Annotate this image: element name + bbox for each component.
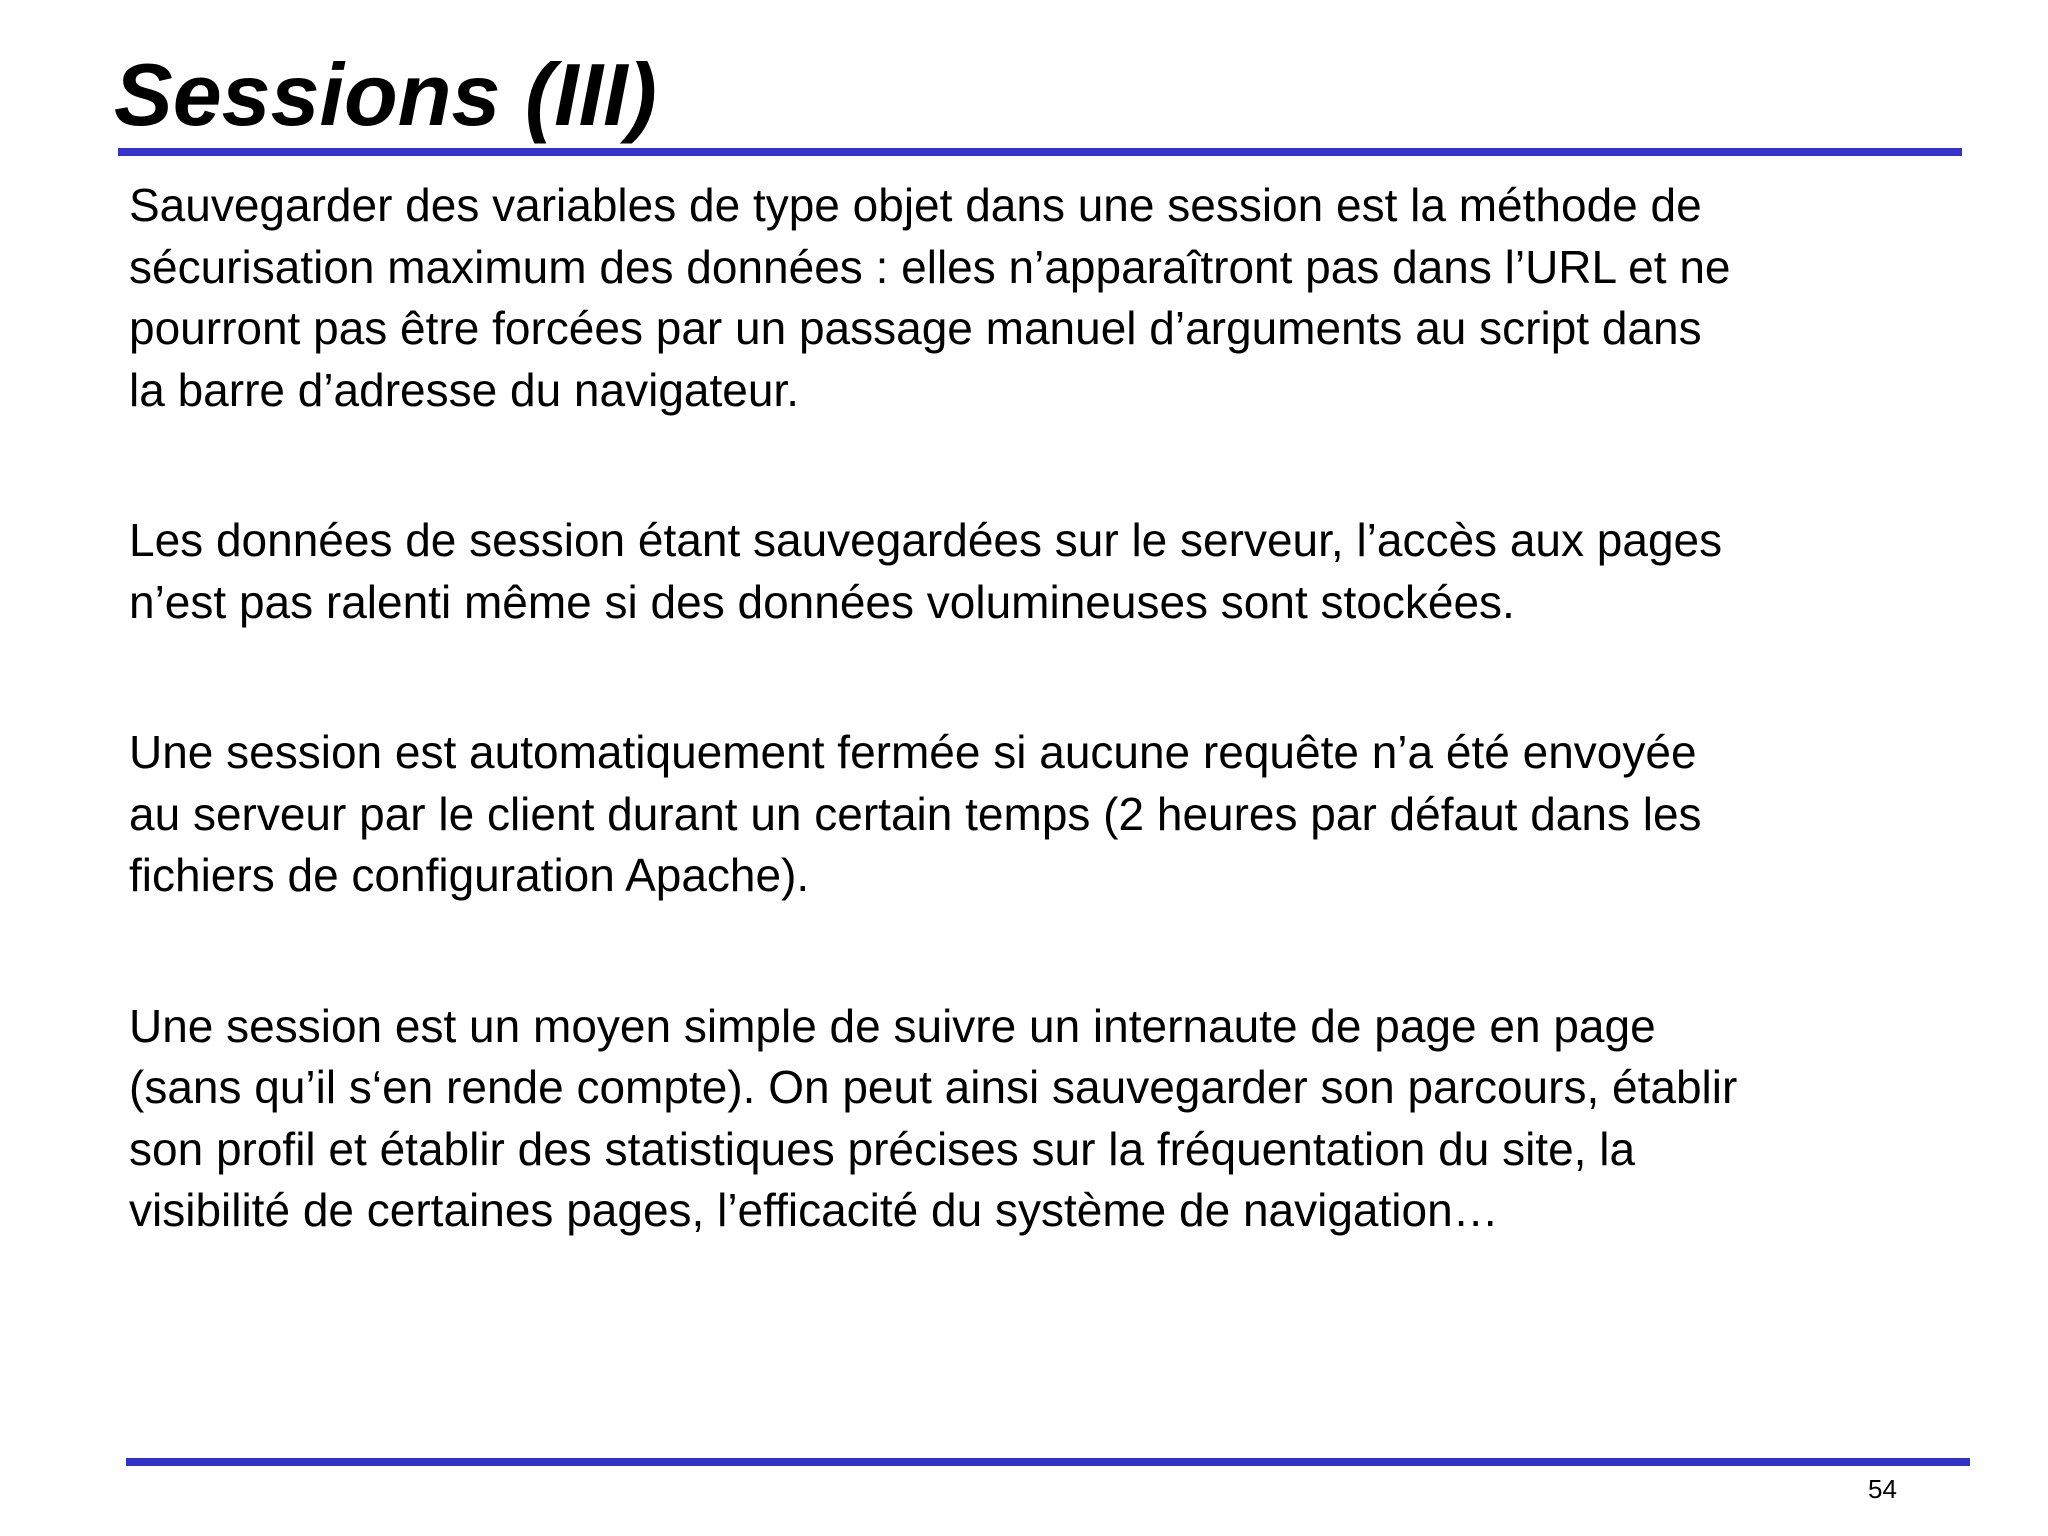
paragraph-line: Une session est un moyen simple de suivre un internaute de page en page [129,999,1656,1052]
paragraph-line: Sauvegarder des variables de type objet dans une session est la méthode de [129,179,1702,231]
title-divider [118,148,1962,156]
slide-body [129,175,1969,1242]
slide-title: Sessions (III) [114,45,657,144]
paragraph-line: Les données de session étant sauvegardées sur le serveur, l’accès aux pages [129,514,1723,566]
paragraph-line: n’est pas ralenti même si des données volumineuses sont stockées. [129,575,1515,628]
paragraph-line: (sans qu’il s‘en rende compte). On peut ainsi sauvegarder son parcours, établir [129,1061,1738,1113]
paragraph-line: fichiers de configuration Apache). [129,849,810,901]
paragraph-4 [129,996,1969,1242]
paragraph-2 [129,510,1969,633]
paragraph-line: la barre d’adresse du navigateur. [129,363,799,416]
paragraph-1 [129,175,1969,421]
paragraph-3 [129,722,1969,907]
paragraph-line: visibilité de certaines pages, l’efficacité du système de navigation… [129,1184,1499,1236]
paragraph-line: pourront pas être forcées par un passage manuel d’arguments au script dans [129,302,1702,354]
paragraph-line: Une session est automatiquement fermée si aucune requête n’a été envoyée [129,726,1697,778]
paragraph-line: au serveur par le client durant un certain temps (2 heures par défaut dans les [129,787,1702,840]
paragraph-line: son profil et établir des statistiques précises sur la fréquentation du site, la [129,1122,1636,1175]
paragraph-line: sécurisation maximum des données : elles n’apparaîtront pas dans l’URL et ne [129,240,1731,293]
footer-divider [126,1458,1970,1466]
page-number: 54 [1868,1474,1897,1504]
